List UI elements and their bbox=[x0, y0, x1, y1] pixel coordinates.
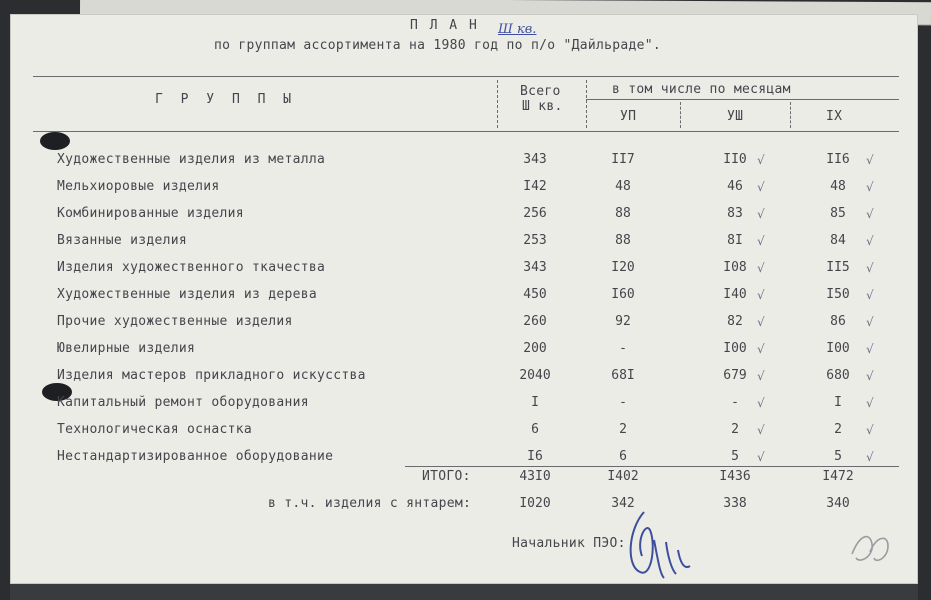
amber-row-month-7: 342 bbox=[611, 496, 635, 511]
row-total: 450 bbox=[523, 287, 547, 302]
total-row-total: 43I0 bbox=[519, 469, 551, 484]
check-mark-icon: √ bbox=[866, 369, 874, 383]
check-mark-icon: √ bbox=[757, 261, 765, 275]
row-name: Изделия художественного ткачества bbox=[57, 260, 326, 275]
row-total: I42 bbox=[523, 179, 547, 194]
row-month-7: - bbox=[619, 341, 627, 356]
row-month-7: I20 bbox=[611, 260, 635, 275]
month-header-8: УШ bbox=[727, 109, 744, 124]
row-month-8: 679 bbox=[723, 368, 747, 383]
row-total: I bbox=[531, 395, 539, 410]
column-divider bbox=[497, 80, 498, 128]
amber-row-total: I020 bbox=[519, 496, 551, 511]
check-mark-icon: √ bbox=[866, 396, 874, 410]
months-header-rule bbox=[586, 99, 899, 100]
row-month-9: I00 bbox=[826, 341, 850, 356]
check-mark-icon: √ bbox=[866, 234, 874, 248]
check-mark-icon: √ bbox=[866, 261, 874, 275]
check-mark-icon: √ bbox=[866, 315, 874, 329]
row-month-8: 2 bbox=[731, 422, 739, 437]
check-mark-icon: √ bbox=[757, 315, 765, 329]
column-divider bbox=[586, 80, 587, 128]
check-mark-icon: √ bbox=[757, 369, 765, 383]
row-month-7: 92 bbox=[615, 314, 631, 329]
amber-row-month-8: 338 bbox=[723, 496, 747, 511]
total-column-subheader: Ш кв. bbox=[522, 99, 563, 114]
row-month-7: 6 bbox=[619, 449, 627, 464]
check-mark-icon: √ bbox=[757, 234, 765, 248]
row-month-9: II6 bbox=[826, 152, 850, 167]
check-mark-icon: √ bbox=[866, 153, 874, 167]
totals-rule bbox=[405, 466, 899, 467]
check-mark-icon: √ bbox=[757, 288, 765, 302]
row-month-7: 48 bbox=[615, 179, 631, 194]
row-month-9: 84 bbox=[830, 233, 846, 248]
row-month-7: I60 bbox=[611, 287, 635, 302]
row-total: 256 bbox=[523, 206, 547, 221]
check-mark-icon: √ bbox=[866, 288, 874, 302]
row-month-9: 680 bbox=[826, 368, 850, 383]
row-month-7: 88 bbox=[615, 206, 631, 221]
signatory-label: Начальник ПЭО: bbox=[512, 536, 626, 551]
row-month-7: 68I bbox=[611, 368, 635, 383]
row-total: I6 bbox=[527, 449, 543, 464]
row-month-7: 2 bbox=[619, 422, 627, 437]
row-total: 6 bbox=[531, 422, 539, 437]
row-month-8: - bbox=[731, 395, 739, 410]
check-mark-icon: √ bbox=[757, 153, 765, 167]
row-month-9: I50 bbox=[826, 287, 850, 302]
quarter-handwritten-note: Ш кв. bbox=[498, 22, 537, 37]
initials-mark bbox=[846, 524, 896, 570]
row-total: 260 bbox=[523, 314, 547, 329]
check-mark-icon: √ bbox=[757, 342, 765, 356]
amber-row-month-9: 340 bbox=[826, 496, 850, 511]
row-month-8: I08 bbox=[723, 260, 747, 275]
row-month-7: - bbox=[619, 395, 627, 410]
check-mark-icon: √ bbox=[757, 207, 765, 221]
table-top-rule bbox=[33, 76, 899, 77]
total-row-label: ИТОГО: bbox=[422, 469, 471, 484]
row-month-8: 82 bbox=[727, 314, 743, 329]
handwritten-signature bbox=[622, 500, 712, 590]
row-month-8: 8I bbox=[727, 233, 743, 248]
months-header: в том числе по месяцам bbox=[612, 82, 791, 97]
table-header-rule bbox=[33, 131, 899, 132]
row-month-9: 2 bbox=[834, 422, 842, 437]
check-mark-icon: √ bbox=[866, 342, 874, 356]
row-month-9: II5 bbox=[826, 260, 850, 275]
row-name: Ювелирные изделия bbox=[57, 341, 196, 356]
row-month-9: 86 bbox=[830, 314, 846, 329]
row-month-9: 85 bbox=[830, 206, 846, 221]
row-month-9: 48 bbox=[830, 179, 846, 194]
total-row-month-9: I472 bbox=[822, 469, 854, 484]
check-mark-icon: √ bbox=[757, 450, 765, 464]
scan-background bbox=[10, 584, 918, 600]
row-month-8: II0 bbox=[723, 152, 747, 167]
row-month-8: I40 bbox=[723, 287, 747, 302]
total-row-month-8: I436 bbox=[719, 469, 751, 484]
row-month-8: 5 bbox=[731, 449, 739, 464]
row-name: Мельхиоровые изделия bbox=[57, 179, 220, 194]
column-divider bbox=[790, 102, 791, 128]
row-month-8: I00 bbox=[723, 341, 747, 356]
row-month-7: II7 bbox=[611, 152, 635, 167]
row-total: 200 bbox=[523, 341, 547, 356]
total-row-month-7: I402 bbox=[607, 469, 639, 484]
row-name: Капитальный ремонт оборудования bbox=[57, 395, 309, 410]
month-header-7: УП bbox=[620, 109, 637, 124]
row-total: 343 bbox=[523, 260, 547, 275]
row-name: Художественные изделия из металла bbox=[57, 152, 326, 167]
row-name: Прочие художественные изделия bbox=[57, 314, 293, 329]
row-name: Вязанные изделия bbox=[57, 233, 188, 248]
groups-column-header: Г Р У П П Ы bbox=[155, 92, 297, 107]
month-header-9: IX bbox=[826, 109, 843, 124]
row-month-8: 46 bbox=[727, 179, 743, 194]
punch-hole bbox=[40, 132, 70, 150]
document-title: П Л А Н bbox=[410, 18, 479, 33]
check-mark-icon: √ bbox=[757, 180, 765, 194]
row-total: 343 bbox=[523, 152, 547, 167]
row-name: Технологическая оснастка bbox=[57, 422, 253, 437]
check-mark-icon: √ bbox=[757, 396, 765, 410]
row-month-9: I bbox=[834, 395, 842, 410]
total-column-header: Всего bbox=[520, 84, 561, 99]
check-mark-icon: √ bbox=[866, 423, 874, 437]
document-subtitle: по группам ассортимента на 1980 год по п/о "Дайльраде". bbox=[214, 38, 661, 53]
row-month-8: 83 bbox=[727, 206, 743, 221]
check-mark-icon: √ bbox=[866, 180, 874, 194]
amber-row-label: в т.ч. изделия с янтарем: bbox=[268, 496, 472, 511]
row-name: Нестандартизированное оборудование bbox=[57, 449, 334, 464]
check-mark-icon: √ bbox=[866, 450, 874, 464]
row-total: 253 bbox=[523, 233, 547, 248]
check-mark-icon: √ bbox=[866, 207, 874, 221]
row-total: 2040 bbox=[519, 368, 551, 383]
row-month-7: 88 bbox=[615, 233, 631, 248]
column-divider bbox=[680, 102, 681, 128]
check-mark-icon: √ bbox=[757, 423, 765, 437]
row-month-9: 5 bbox=[834, 449, 842, 464]
row-name: Художественные изделия из дерева bbox=[57, 287, 318, 302]
row-name: Комбинированные изделия bbox=[57, 206, 244, 221]
row-name: Изделия мастеров прикладного искусства bbox=[57, 368, 366, 383]
